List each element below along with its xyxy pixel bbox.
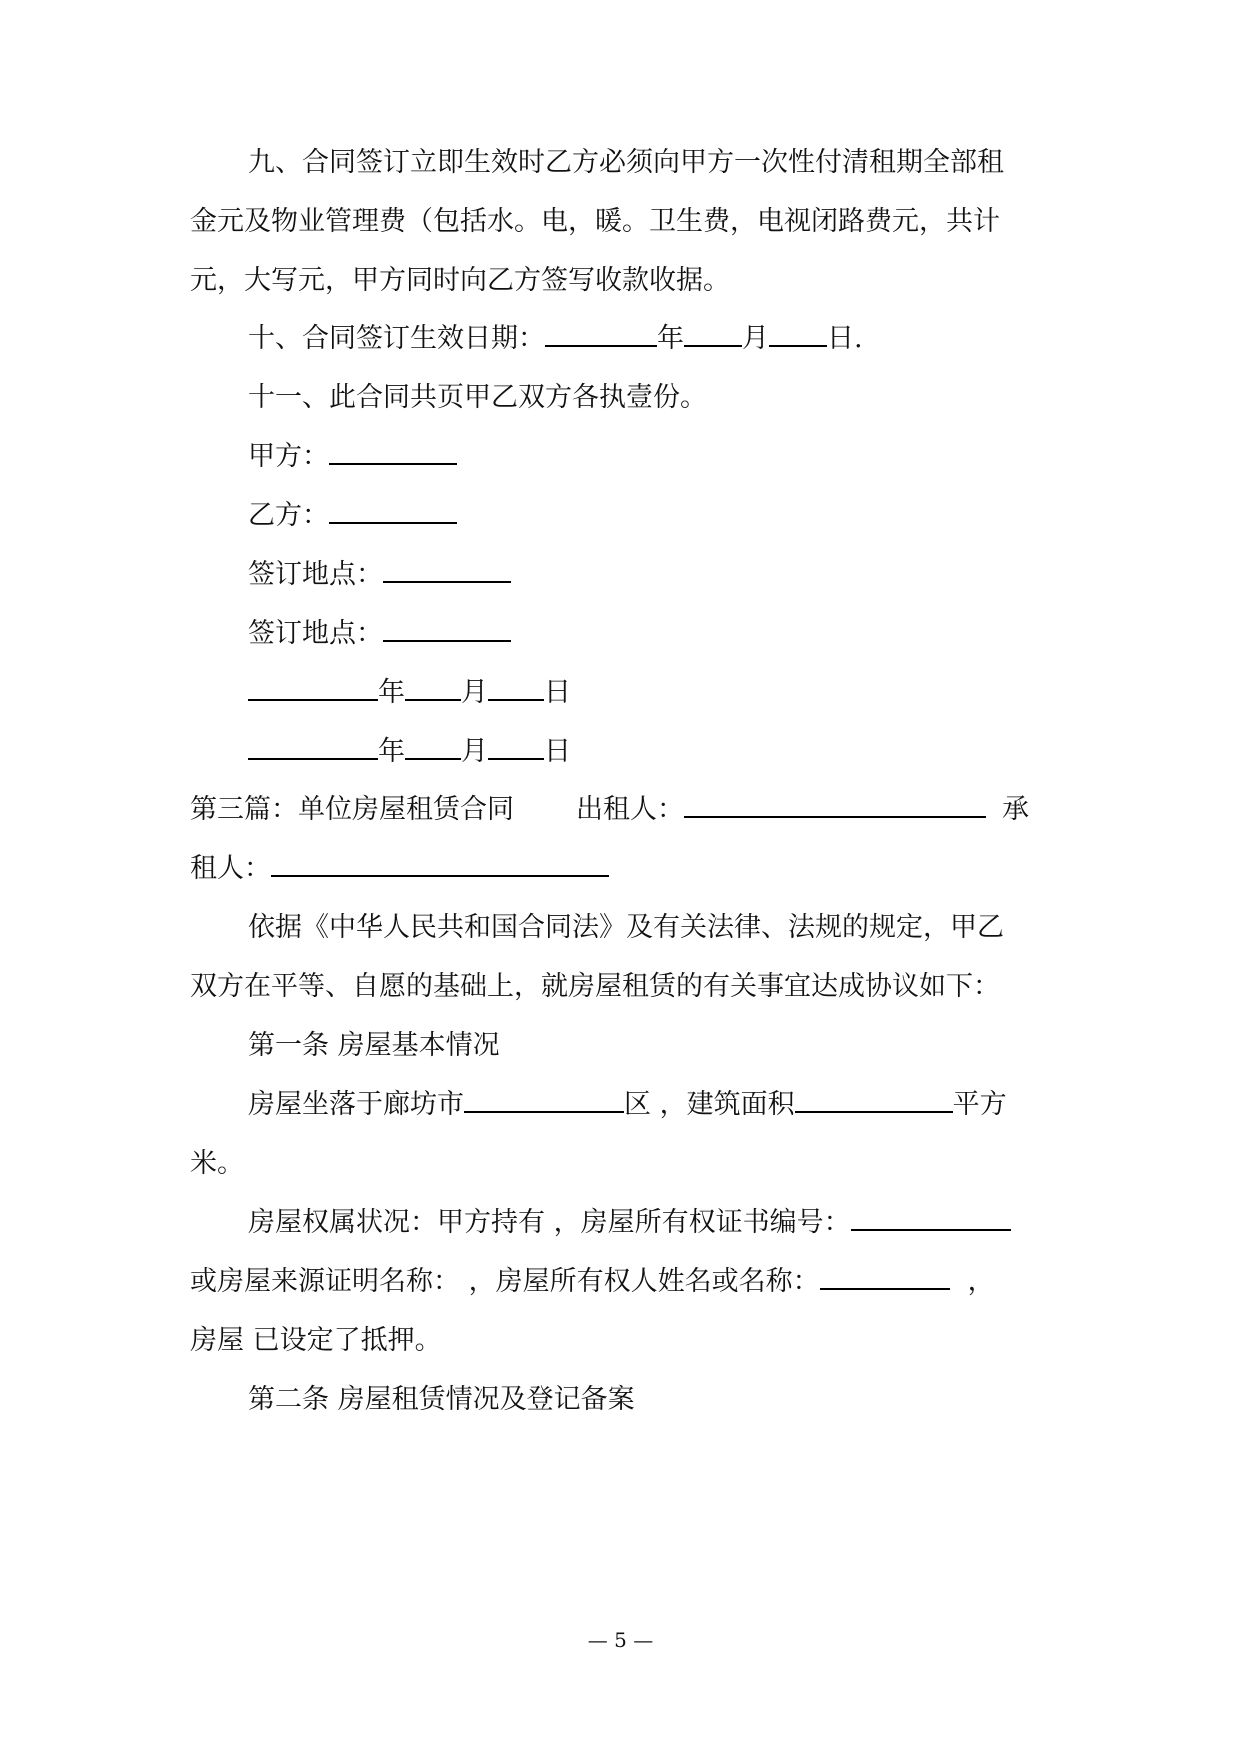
effective-month-blank[interactable] — [684, 319, 742, 347]
source-label: 或房屋来源证明名称： ，房屋所有权人姓名或名称： — [190, 1266, 820, 1297]
sign-date-1 — [248, 673, 571, 713]
lessee-blank[interactable] — [271, 849, 609, 877]
lessor-blank[interactable] — [684, 790, 986, 818]
certificate-number-blank[interactable] — [851, 1203, 1011, 1231]
clause-10-label: 十、合同签订生效日期： — [248, 323, 545, 354]
lessor-label: 出租人： — [576, 794, 684, 825]
clause-9-line-1: 九、合同签订立即生效时乙方必须向甲方一次性付清租期全部租 — [248, 147, 1004, 178]
sign-date-2-year-blank[interactable] — [248, 732, 378, 760]
sign-place-1-label: 签订地点： — [248, 559, 383, 590]
clause-10 — [248, 319, 863, 359]
lessee-label-part-2: 租人： — [190, 853, 271, 884]
source-line — [190, 1262, 995, 1302]
lessee-label-part-1: 承 — [1002, 794, 1029, 825]
ownership-label: 房屋权属状况：甲方持有 ，房屋所有权证书编号： — [248, 1207, 851, 1238]
intro-line-1: 依据《中华人民共和国合同法》及有关法律、法规的规定，甲乙 — [248, 912, 1004, 943]
article-2-title: 第二条 房屋租赁情况及登记备案 — [248, 1384, 635, 1415]
part-3-title: 第三篇：单位房屋租赁合同 — [190, 794, 514, 825]
sign-place-1 — [248, 555, 511, 595]
clause-9-line-2: 金元及物业管理费（包括水。电，暖。卫生费，电视闭路费元，共计 — [190, 206, 1000, 237]
year-label: 年 — [657, 323, 684, 354]
effective-year-blank[interactable] — [545, 319, 657, 347]
part-3-heading-line — [190, 790, 1060, 830]
intro-line-2: 双方在平等、自愿的基础上，就房屋租赁的有关事宜达成协议如下： — [190, 971, 1000, 1002]
party-a-label: 甲方： — [248, 441, 329, 472]
sign-date-1-year-blank[interactable] — [248, 673, 378, 701]
party-b-blank[interactable] — [329, 496, 457, 524]
sign-date-2 — [248, 732, 571, 772]
month-label: 月 — [461, 736, 488, 767]
sign-place-2 — [248, 614, 511, 654]
effective-day-blank[interactable] — [769, 319, 827, 347]
clause-9-line-3: 元，大写元，甲方同时向乙方签写收款收据。 — [190, 265, 730, 296]
sign-place-1-blank[interactable] — [383, 555, 511, 583]
party-b-label: 乙方： — [248, 500, 329, 531]
sign-date-2-month-blank[interactable] — [405, 732, 461, 760]
district-blank[interactable] — [464, 1085, 624, 1113]
year-label: 年 — [378, 677, 405, 708]
sign-date-1-month-blank[interactable] — [405, 673, 461, 701]
lessee-line — [190, 849, 609, 889]
year-label: 年 — [378, 736, 405, 767]
sign-place-2-blank[interactable] — [383, 614, 511, 642]
month-label: 月 — [742, 323, 769, 354]
page-number: — 5 — — [587, 1628, 654, 1652]
area-unit-part-2: 米。 — [190, 1148, 244, 1179]
month-label: 月 — [461, 677, 488, 708]
owner-name-blank[interactable] — [820, 1262, 950, 1290]
house-location-line — [248, 1085, 1007, 1125]
day-label: 日 — [544, 677, 571, 708]
party-a — [248, 437, 457, 477]
area-unit-part-1: 平方 — [952, 1089, 1007, 1120]
article-1-title: 第一条 房屋基本情况 — [248, 1030, 500, 1061]
sign-place-2-label: 签订地点： — [248, 618, 383, 649]
day-label: 日. — [827, 323, 863, 354]
ownership-line — [248, 1203, 1011, 1243]
sign-date-1-day-blank[interactable] — [488, 673, 544, 701]
area-blank[interactable] — [795, 1085, 953, 1113]
clause-11: 十一、此合同共页甲乙双方各执壹份。 — [248, 382, 707, 413]
source-suffix: ， — [967, 1266, 995, 1297]
mortgage-line: 房屋 已设定了抵押。 — [190, 1325, 442, 1356]
day-label: 日 — [544, 736, 571, 767]
sign-date-2-day-blank[interactable] — [488, 732, 544, 760]
party-b — [248, 496, 457, 536]
district-area-label: 区 ，建筑面积 — [624, 1089, 795, 1120]
party-a-blank[interactable] — [329, 437, 457, 465]
location-label: 房屋坐落于廊坊市 — [248, 1089, 464, 1120]
